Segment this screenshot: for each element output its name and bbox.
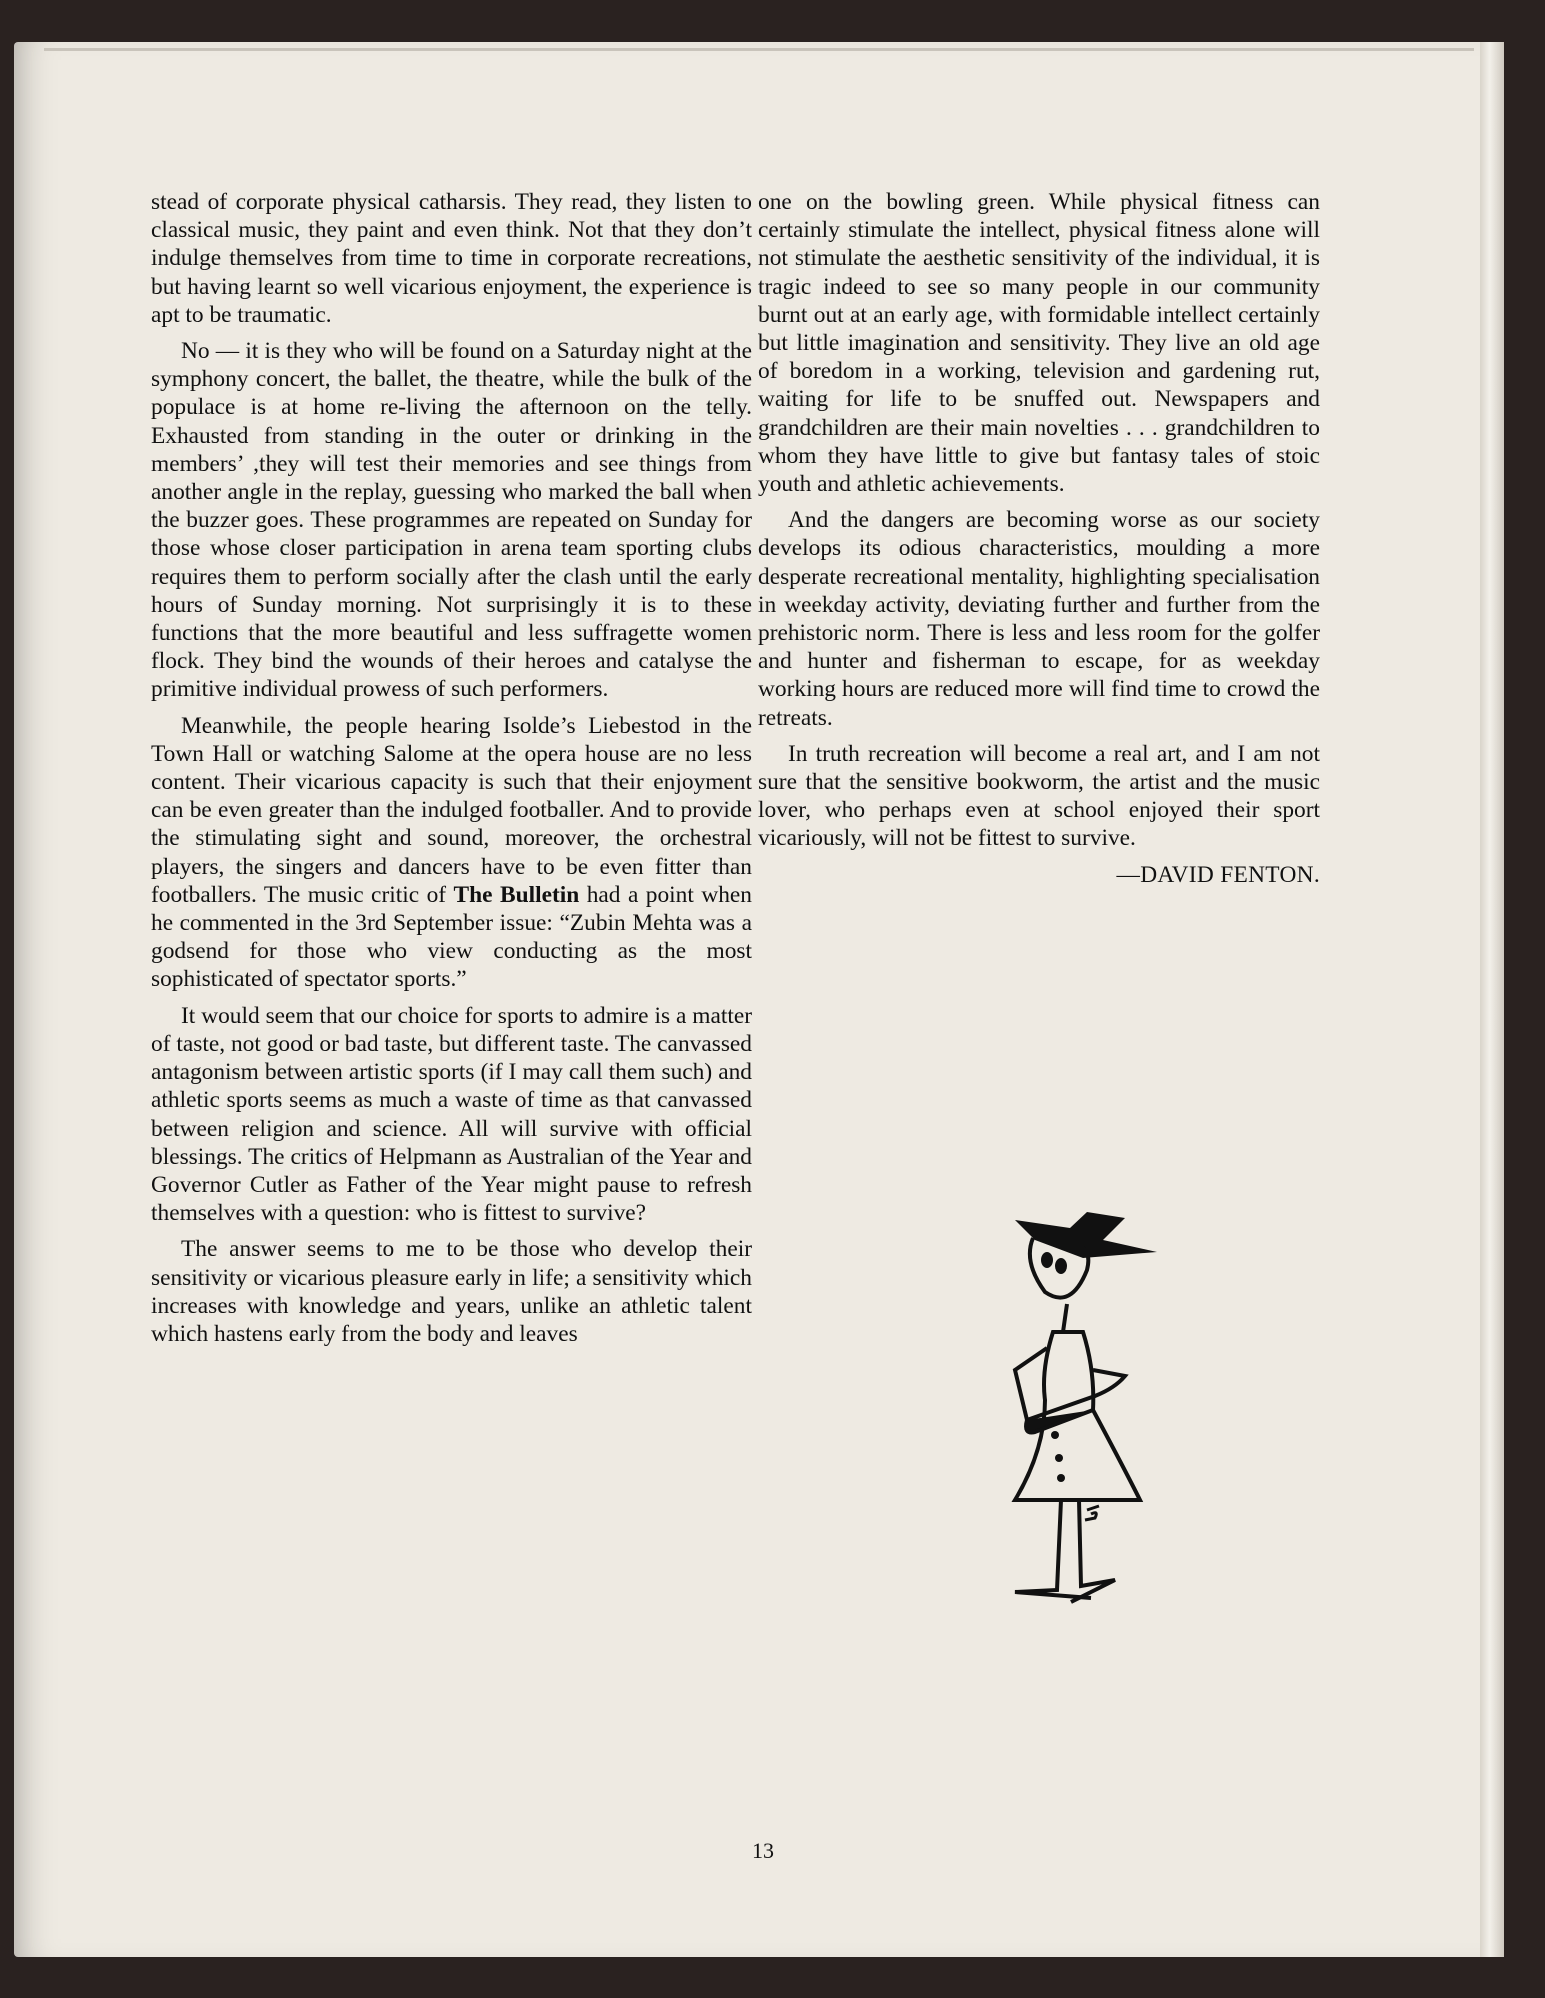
publication-name: The Bulletin xyxy=(453,881,580,908)
paragraph-text: had a point when he commented in the 3rd September issue: “Zubin Mehta was a godsend for those who view conducting as the most sophisticated of spectator sports.” xyxy=(151,881,752,993)
page-edge xyxy=(1480,42,1504,1957)
cartoon-figure-illustration xyxy=(975,1200,1165,1640)
page-top-rule xyxy=(44,48,1474,51)
paragraph: In truth recreation will become a real art, and I am not sure that the sensitive bookworm, the artist and the music lover, who perhaps even at school enjoyed their sport vicariously, will not be fittest to survive. xyxy=(758,740,1320,852)
paragraph: No — it is they who will be found on a Saturday night at the symphony concert, the ballet, the theatre, while the bulk of the populace is at home re-living the afternoon on the telly. Exhausted from standing in the outer or drinking in the members’ ,they will test their memories and see things from another angle in the replay, guessing who marked the ball when the buzzer goes. These programmes are repeated on Sunday for those whose closer participation in arena team sporting clubs requires them to perform socially after the clash until the early hours of Sunday morning. Not surprisingly it is to these functions that the more beautiful and less suffragette women flock. They bind the wounds of their heroes and catalyse the primitive individual prowess of such performers. xyxy=(151,338,752,703)
page-number: 13 xyxy=(752,1838,774,1863)
right-text-column xyxy=(758,188,1320,889)
paragraph: stead of corporate physical catharsis. They read, they listen to classical music, they paint and even think. Not that they don’t indulge themselves from time to time in corporate recreations, but having learnt so well vicarious enjoyment, the experience is apt to be traumatic. xyxy=(151,189,752,328)
paragraph: The answer seems to me to be those who develop their sensitivity or vicarious pleasure early in life; a sensitivity which increases with knowledge and years, unlike an athletic talent which hastens early from the body and leaves xyxy=(151,1236,752,1347)
paragraph: It would seem that our choice for sports to admire is a matter of taste, not good or bad taste, but different taste. The canvassed antagonism between artistic sports (if I may call them such) and athletic sports seems as much a waste of time as that canvassed between religion and science. All will survive with official blessings. The critics of Helpmann as Australian of the Year and Governor Cutler as Father of the Year might pause to refresh themselves with a question: who is fittest to survive? xyxy=(151,1002,752,1227)
paragraph xyxy=(151,712,752,994)
paragraph: And the dangers are becoming worse as our society develops its odious characteristics, moulding a more desperate recreational mentality, highlighting specialisation in weekday activity, deviating further and further from the prehistoric norm. There is less and less room for the golfer and hunter and fisherman to escape, for as weekday working hours are reduced more will find time to crowd the retreats. xyxy=(758,507,1320,731)
paragraph: one on the bowling green. While physical fitness can certainly stimulate the intellect, physical fitness alone will not stimulate the aesthetic sensitivity of the individual, it is tragic indeed to see so many people in our community burnt out at an early age, with formidable intellect certainly but little imagination and sensitivity. They live an old age of boredom in a working, television and gardening rut, waiting for life to be snuffed out. Newspapers and grandchildren are their main novelties . . . grandchildren to whom they have little to give but fantasy tales of stoic youth and athletic achievements. xyxy=(758,189,1320,498)
author-signature: —DAVID FENTON. xyxy=(1116,861,1320,888)
paragraph-text: Meanwhile, the people hearing Isolde’s Liebestod in the Town Hall or watching Salome at the opera house are no less content. Their vicarious capacity is such that their enjoyment can be even greater than the indulged footballer. And to provide the stimulating sight and sound, moreover, the orchestral players, the singers and dancers have to be even fitter than footballers. The music critic of xyxy=(151,712,752,908)
left-text-column xyxy=(151,188,752,1356)
